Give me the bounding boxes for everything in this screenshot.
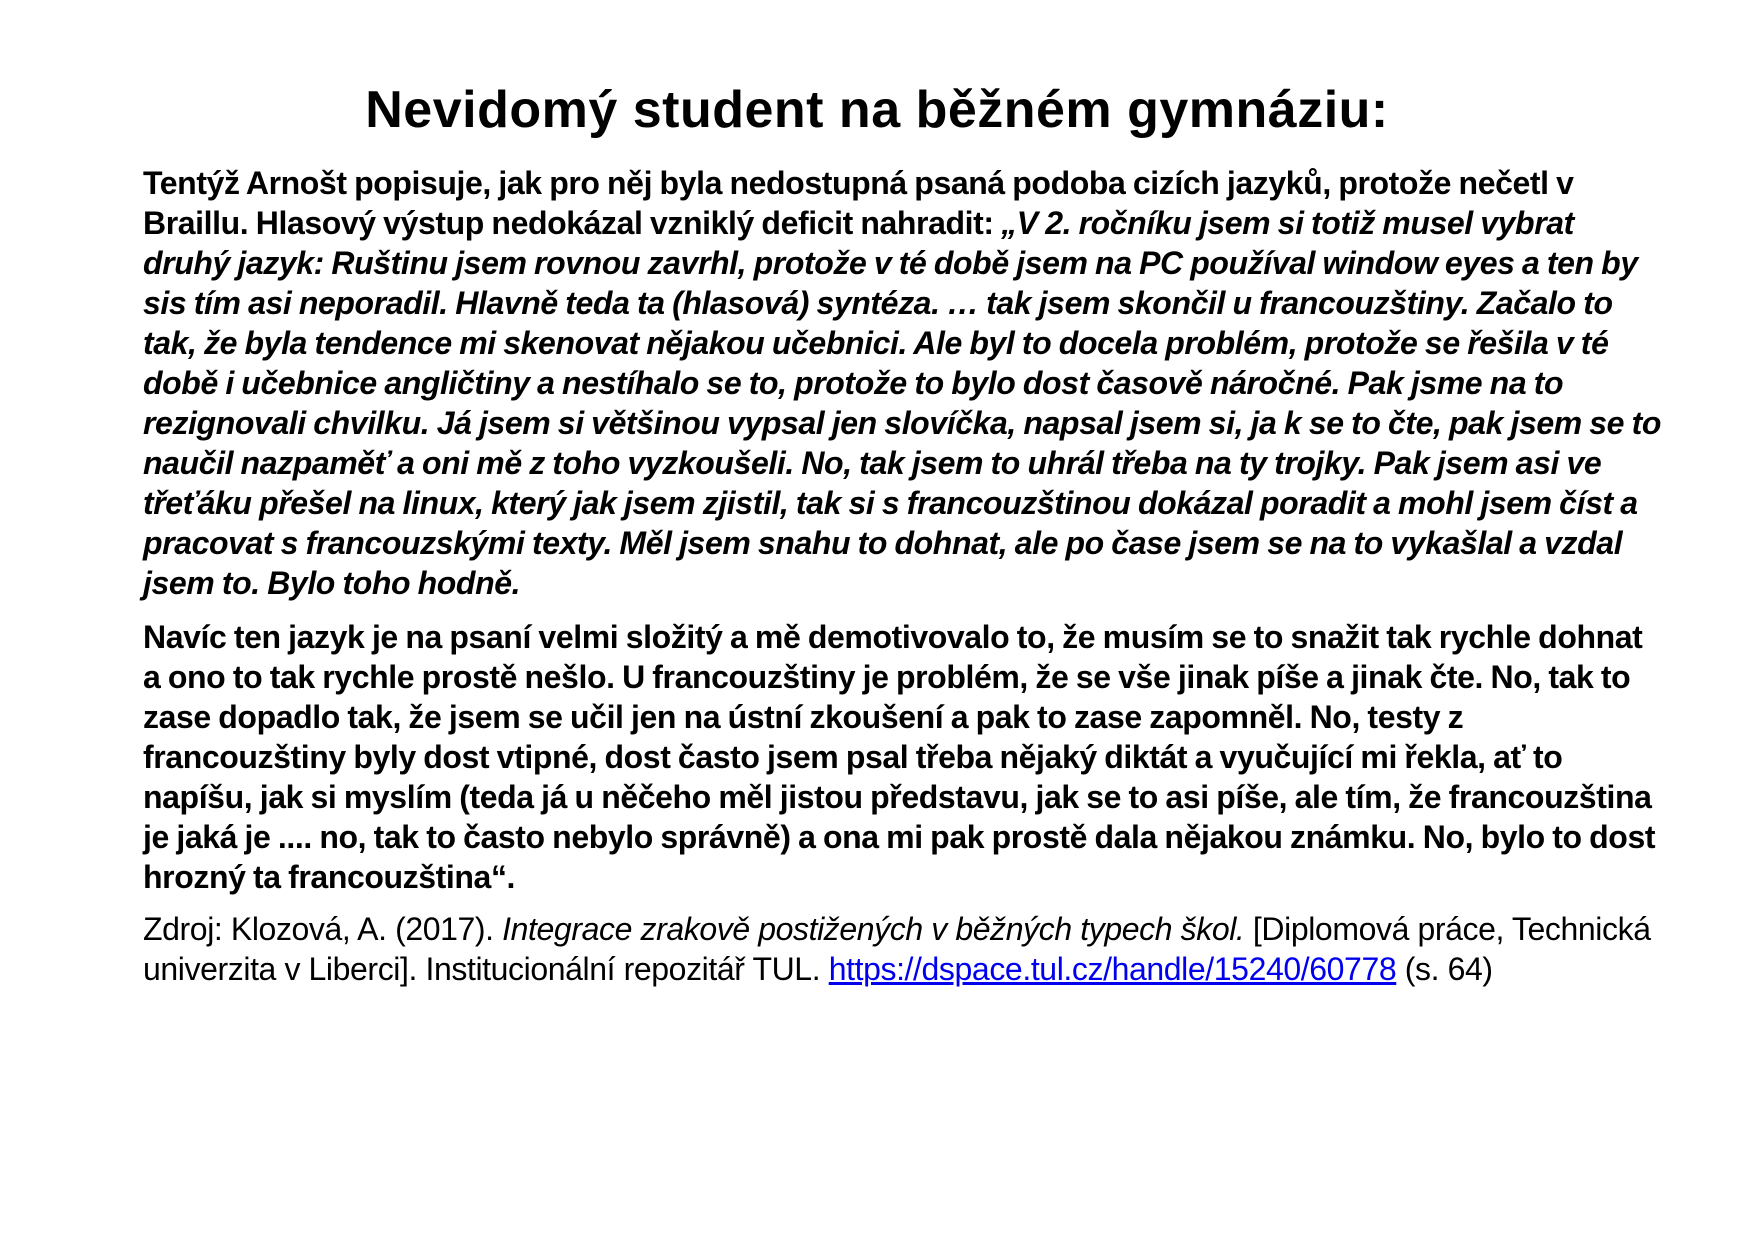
citation-page: (s. 64) (1396, 951, 1493, 987)
paragraph-intro-text: Tentýž Arnošt popisuje, jak pro něj byla nedostupná psaná podoba cizích jazyků, protože nečetl v Braillu. Hlasový výstup nedokázal vzniklý deficit nahradit: (143, 165, 1574, 241)
interview-quote: „V 2. ročníku jsem si totiž musel vybrat druhý jazyk: Ruštinu jsem rovnou zavrhl, protože v té době jsem na PC používal window eyes a ten by sis tím asi neporadil. Hlavně teda ta (hlasová) syntéza. … tak jsem skončil u francouzštiny. Začalo to tak, že byla tendence mi skenovat nějakou učebnici. Ale byl to docela problém, protože se řešila v té době i učebnice angličtiny a nestíhalo se to, protože to bylo dost časově náročné. Pak jsme na to rezignovali chvilku. Já jsem si většinou vypsal jen slovíčka, napsal jsem si, ja k se to čte, pak jsem se to naučil nazpaměť a oni mě z toho vyzkoušeli. No, tak jsem to uhrál třeba na ty trojky. Pak jsem asi ve třeťáku přešel na linux, který jak jsem zjistil, tak si s francouzštinou dokázal poradit a mohl jsem číst a pracovat s francouzskými texty. Měl jsem snahu to dohnat, ale po čase jsem se na to vykašlal a vzdal jsem to. Bylo toho hodně. (143, 205, 1661, 601)
citation-link[interactable]: https://dspace.tul.cz/handle/15240/60778 (828, 951, 1397, 987)
paragraph-arnost-intro (143, 163, 1663, 603)
citation-thesis-title: Integrace zrakově postižených v běžných typech škol. (502, 911, 1245, 947)
slide-body (143, 163, 1663, 989)
citation-author-year: Zdroj: Klozová, A. (2017). (143, 911, 503, 947)
source-citation (143, 909, 1663, 989)
citation-details: [Diplomová práce, Technická univerzita v Liberci]. Institucionální repozitář TUL. (143, 911, 1651, 987)
interview-quote-continued: Navíc ten jazyk je na psaní velmi složitý a mě demotivovalo to, že musím se to snažit tak rychle dohnat a ono to tak rychle prostě nešlo. U francouzštiny je problém, že se vše jinak píše a jinak čte. No, tak to zase dopadlo tak, že jsem se učil jen na ústní zkoušení a pak to zase zapomněl. No, testy z francouzštiny byly dost vtipné, dost často jsem psal třeba nějaký diktát a vyučující mi řekla, ať to napíšu, jak si myslím (teda já u něčeho měl jistou představu, jak se to asi píše, ale tím, že francouzština je jaká je .... no, tak to často nebylo správně) a ona mi pak prostě dala nějakou známku. No, bylo to dost hrozný ta francouzština“. (143, 619, 1656, 895)
slide-title: Nevidomý student na běžném gymnáziu: (365, 81, 1389, 139)
